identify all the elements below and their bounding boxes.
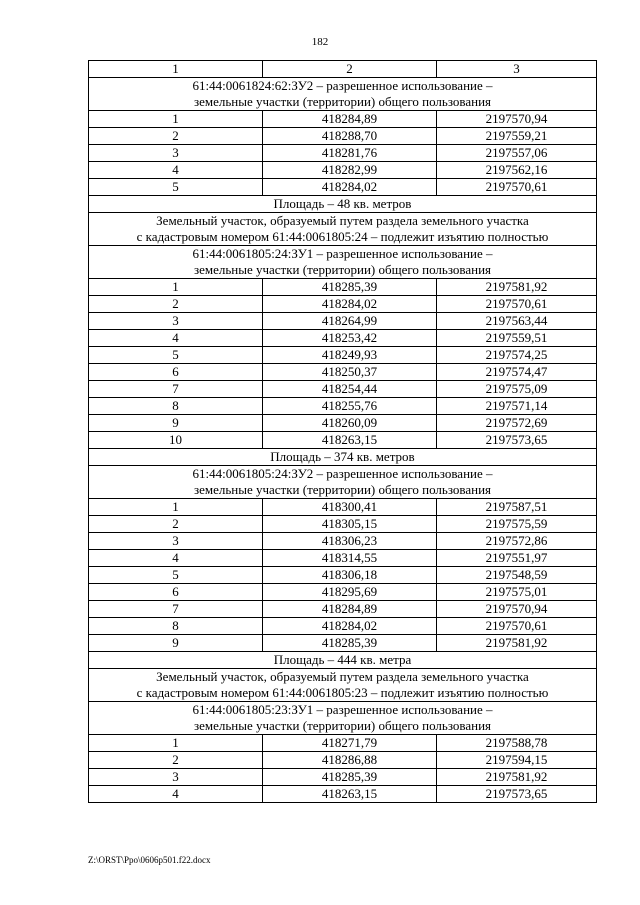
coordinate-x: 418284,89 (263, 601, 437, 618)
coordinate-row (89, 601, 597, 618)
coordinate-row (89, 111, 597, 128)
coordinate-x: 418285,39 (263, 769, 437, 786)
coordinate-x: 418305,15 (263, 516, 437, 533)
coordinate-y: 2197571,14 (437, 398, 597, 415)
coordinate-x: 418300,41 (263, 499, 437, 516)
area-row (89, 652, 597, 669)
coordinate-y: 2197570,61 (437, 179, 597, 196)
parcel-title (89, 702, 597, 735)
parcel-title-row (89, 78, 597, 111)
coordinate-row (89, 296, 597, 313)
coordinate-row (89, 786, 597, 803)
coordinate-x: 418249,93 (263, 347, 437, 364)
header-row (89, 61, 597, 78)
coordinate-row (89, 162, 597, 179)
coordinate-x: 418288,70 (263, 128, 437, 145)
coordinate-y: 2197563,44 (437, 313, 597, 330)
coordinate-x: 418306,23 (263, 533, 437, 550)
coordinate-row (89, 364, 597, 381)
coordinate-y: 2197572,69 (437, 415, 597, 432)
coordinate-x: 418253,42 (263, 330, 437, 347)
coordinate-x: 418282,99 (263, 162, 437, 179)
coordinate-row (89, 128, 597, 145)
parcel-title-row (89, 246, 597, 279)
coordinate-row (89, 313, 597, 330)
parcel-title (89, 246, 597, 279)
coordinate-row (89, 567, 597, 584)
coordinate-y: 2197551,97 (437, 550, 597, 567)
coordinate-y: 2197594,15 (437, 752, 597, 769)
parcel-title-line: земельные участки (территории) общего пользования (193, 718, 492, 733)
parcel-area: Площадь – 444 кв. метра (89, 652, 597, 669)
coordinate-x: 418281,76 (263, 145, 437, 162)
point-number: 2 (89, 128, 263, 145)
point-number: 8 (89, 618, 263, 635)
point-number: 7 (89, 601, 263, 618)
coordinate-row (89, 432, 597, 449)
coordinate-row (89, 550, 597, 567)
coordinate-y: 2197575,59 (437, 516, 597, 533)
point-number: 5 (89, 347, 263, 364)
parcel-title-line: 61:44:0061805:23:ЗУ1 – разрешенное использование – (192, 702, 493, 717)
coordinate-y: 2197587,51 (437, 499, 597, 516)
coordinate-row (89, 145, 597, 162)
coordinate-x: 418260,09 (263, 415, 437, 432)
coordinate-x: 418284,02 (263, 618, 437, 635)
coordinate-row (89, 279, 597, 296)
coordinate-row (89, 499, 597, 516)
coordinate-x: 418263,15 (263, 786, 437, 803)
coordinate-row (89, 516, 597, 533)
coordinate-row (89, 618, 597, 635)
coordinate-y: 2197573,65 (437, 786, 597, 803)
point-number: 9 (89, 415, 263, 432)
file-path-footer: Z:\ORST\Ppo\0606p501.f22.docx (88, 855, 211, 865)
point-number: 1 (89, 111, 263, 128)
coordinate-y: 2197574,47 (437, 364, 597, 381)
coordinate-x: 418314,55 (263, 550, 437, 567)
point-number: 3 (89, 313, 263, 330)
point-number: 8 (89, 398, 263, 415)
coordinate-y: 2197557,06 (437, 145, 597, 162)
parcel-title-line: 61:44:0061805:24:ЗУ2 – разрешенное использование – (192, 466, 493, 481)
point-number: 2 (89, 752, 263, 769)
coordinate-y: 2197570,94 (437, 111, 597, 128)
coordinate-y: 2197573,65 (437, 432, 597, 449)
coordinate-x: 418255,76 (263, 398, 437, 415)
parcel-title-line: земельные участки (территории) общего пользования (193, 482, 492, 497)
coordinate-row (89, 533, 597, 550)
coordinate-y: 2197581,92 (437, 635, 597, 652)
coordinate-x: 418285,39 (263, 635, 437, 652)
point-number: 1 (89, 499, 263, 516)
point-number: 9 (89, 635, 263, 652)
coordinate-x: 418286,88 (263, 752, 437, 769)
point-number: 4 (89, 786, 263, 803)
point-number: 2 (89, 516, 263, 533)
parcel-intro-line: Земельный участок, образуемый путем раздела земельного участка (156, 669, 529, 684)
parcel-title-line: 61:44:0061824:62:ЗУ2 – разрешенное использование – (192, 78, 493, 93)
point-number: 2 (89, 296, 263, 313)
parcel-intro-line: Земельный участок, образуемый путем раздела земельного участка (156, 213, 529, 228)
point-number: 1 (89, 735, 263, 752)
point-number: 6 (89, 584, 263, 601)
parcel-intro-line: с кадастровым номером 61:44:0061805:23 – подлежит изъятию полностью (136, 685, 549, 700)
coordinate-row (89, 584, 597, 601)
parcel-title (89, 78, 597, 111)
point-number: 10 (89, 432, 263, 449)
coordinate-y: 2197548,59 (437, 567, 597, 584)
coordinate-x: 418254,44 (263, 381, 437, 398)
coordinate-x: 418285,39 (263, 279, 437, 296)
coordinate-y: 2197559,51 (437, 330, 597, 347)
point-number: 7 (89, 381, 263, 398)
coordinate-row (89, 381, 597, 398)
coordinate-y: 2197575,09 (437, 381, 597, 398)
coordinate-y: 2197570,94 (437, 601, 597, 618)
parcel-title-line: земельные участки (территории) общего пользования (193, 262, 492, 277)
parcel-title-row (89, 466, 597, 499)
coordinate-x: 418250,37 (263, 364, 437, 381)
coordinate-row (89, 769, 597, 786)
coordinate-y: 2197562,16 (437, 162, 597, 179)
point-number: 6 (89, 364, 263, 381)
point-number: 3 (89, 769, 263, 786)
point-number: 5 (89, 567, 263, 584)
coordinate-x: 418263,15 (263, 432, 437, 449)
coordinate-y: 2197559,21 (437, 128, 597, 145)
point-number: 4 (89, 330, 263, 347)
coordinate-x: 418306,18 (263, 567, 437, 584)
coordinate-y: 2197574,25 (437, 347, 597, 364)
coordinate-y: 2197581,92 (437, 769, 597, 786)
parcel-intro-line: с кадастровым номером 61:44:0061805:24 – подлежит изъятию полностью (136, 229, 549, 244)
coordinate-row (89, 398, 597, 415)
parcel-title (89, 466, 597, 499)
coordinate-x: 418271,79 (263, 735, 437, 752)
page-number: 182 (311, 36, 329, 48)
area-row (89, 449, 597, 466)
point-number: 3 (89, 145, 263, 162)
coordinate-row (89, 752, 597, 769)
coordinate-y: 2197581,92 (437, 279, 597, 296)
coordinate-y: 2197570,61 (437, 296, 597, 313)
parcel-intro-row (89, 669, 597, 702)
coordinate-x: 418295,69 (263, 584, 437, 601)
column-header: 1 (89, 61, 263, 78)
coordinate-x: 418264,99 (263, 313, 437, 330)
coordinate-x: 418284,02 (263, 179, 437, 196)
parcel-intro (89, 669, 597, 702)
coordinate-row (89, 735, 597, 752)
coordinate-row (89, 179, 597, 196)
point-number: 4 (89, 162, 263, 179)
parcel-intro-row (89, 213, 597, 246)
coordinate-x: 418284,89 (263, 111, 437, 128)
point-number: 4 (89, 550, 263, 567)
coordinate-y: 2197588,78 (437, 735, 597, 752)
coordinate-y: 2197575,01 (437, 584, 597, 601)
point-number: 5 (89, 179, 263, 196)
parcel-area: Площадь – 374 кв. метров (89, 449, 597, 466)
coordinate-y: 2197572,86 (437, 533, 597, 550)
area-row (89, 196, 597, 213)
point-number: 3 (89, 533, 263, 550)
point-number: 1 (89, 279, 263, 296)
coordinate-row (89, 635, 597, 652)
coordinate-x: 418284,02 (263, 296, 437, 313)
parcel-intro (89, 213, 597, 246)
parcel-title-row (89, 702, 597, 735)
parcel-title-line: 61:44:0061805:24:ЗУ1 – разрешенное использование – (192, 246, 493, 261)
column-header: 2 (263, 61, 437, 78)
parcel-area: Площадь – 48 кв. метров (89, 196, 597, 213)
parcel-title-line: земельные участки (территории) общего пользования (193, 94, 492, 109)
coordinate-row (89, 330, 597, 347)
coordinate-row (89, 415, 597, 432)
coordinates-table (88, 60, 597, 803)
coordinate-row (89, 347, 597, 364)
column-header: 3 (437, 61, 597, 78)
coordinate-y: 2197570,61 (437, 618, 597, 635)
